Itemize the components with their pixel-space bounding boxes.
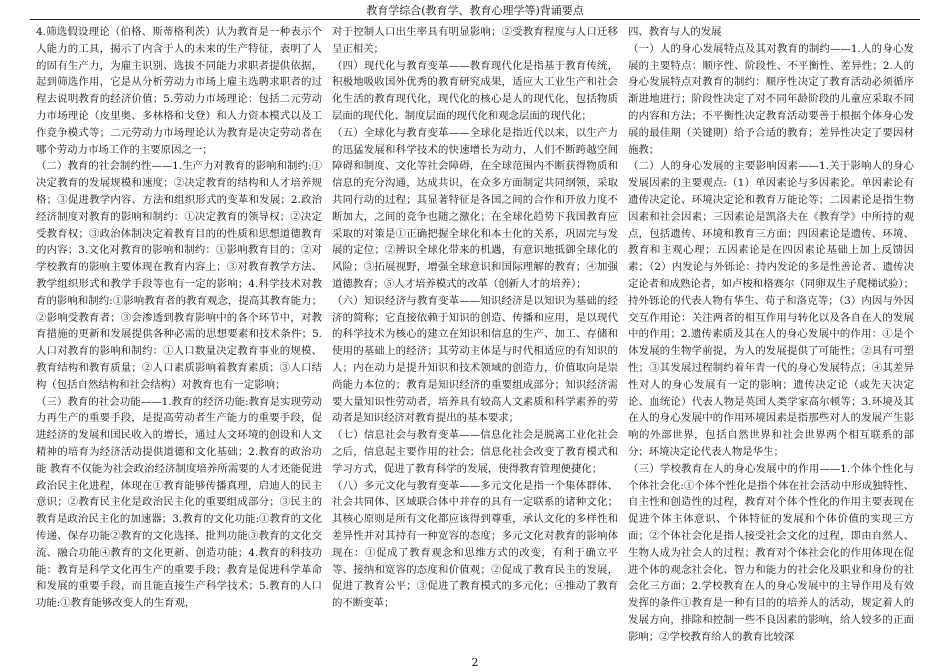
- paragraph: （三）教育的社会功能——1.教育的经济功能:教育是实现劳动力再生产的重要手段，是提高劳动者生产能力的重要手段，促进经济的发展和国民收入的增长，通过人文环境的创设和人文精神的培育为经济活动提供道德和文化基础；2.教育的政治功能 教育不仅能为社会政治经济制度培养所需要的人才还能促进政治民主化进程，体现在①教育能够传播真理，启迪人的民主意识；②教育民主化是政治民主化的重要组成部分；③民主的教育是政治民主化的加速器；3.教育的文化功能:①教育的文化传递、保存功能②教育的文化选择、批判功能③教育的文化交流、融合功能④教育的文化更新、创造功能；4.教育的科技功能：教育是科学文化再生产的重要手段；教育是促进科学革命和发展的重要手段，而且能直接生产科学技术；5.教育的人口功能:①教育能够改变人的生育观，: [36, 395, 322, 610]
- page-number: 2: [471, 656, 479, 669]
- paragraph: （一）人的身心发展特点及其对教育的制约——1.人的身心发展的主要特点：顺序性、阶段性、不平衡性、差异性；2.人的身心发展特点对教育的制约：顺序性决定了教育活动必须循序渐进地进行；阶段性决定了对不同年龄阶段的儿童应采取不同的内容和方法；不平衡性决定教育活动要善于根据个体身心发展的最佳期（关键期）给予合适的教育；差异性决定了要因材施教；: [628, 42, 914, 156]
- paragraph: （五）全球化与教育变革——全球化是指近代以来，以生产力的迅猛发展和科学技术的快速增长为动力，人们不断跨越空间障碍和制度、文化等社会障碍，在全球范围内不断获得物质和信息的充分沟通，达成共识，在众多方面制定共同纲领，采取共同行动的过程；其显著特征是各国之间的合作和开放力度不断加大，之间的竞争也随之激化；在全球化趋势下我国教育应采取的对策是①正确把握全球化和本土化的关系，巩固完与发展的定位；②辨识全球化带来的机遇，有意识地抵御全球化的风险；③拓展视野，增强全球意识和国际理解的教育；④加强道德教育；⑤人才培养模式的改革（创新人才的培养）；: [332, 126, 618, 290]
- paragraph: （八）多元文化与教育变革——多元文化是指一个集体群体、社会共同体、区域联合体中并存的具有一定联系的诸种文化；其核心原则是所有文化都应该得到尊重，承认文化的多样性和差异性并对其持有一种宽容的态度；多元文化对教育的影响体现在：①促成了教育观念和思维方式的改变，有利于确立平等、接纳和宽容的态度和价值观；②促成了教育民主的发展，促进了教育公平；③促进了教育模式的多元化；④推动了教育的不断变革；: [332, 479, 618, 610]
- paragraph: （二）人的身心发展的主要影响因素——1.关于影响人的身心发展因素的主要观点:（1）单因素论与多因素论。单因素论有遗传决定论、环境决定论和教育万能论等；二因素论是指生物因素和社会因素；三因素论是凯洛夫在《教育学》中所持的观点，包括遗传、环境和教育三方面；四因素论是遗传、环境、教育和主观心理；五因素论是在四因素论基础上加上反馈因素；（2）内发论与外铄论：持内发论的多是性善论者、遗传决定论者和成熟论者，如卢梭和格赛尔（同卵双生子爬梯试验）；持外铄论的代表人物有华生、荀子和洛克等；（3）内因与外因交互作用论：关注两者的相互作用与转化以及各自在人的发展中的作用；2.遗传素质及其在人的身心发展中的作用：①是个体发展的生物学前提，为人的发展提供了可能性；②具有可塑性；③其发展过程制约着年青一代的身心发展特点；④其差异性对人的身心发展有一定的影响；遗传决定论（或先天决定论、血统论）代表人物是英国人类学家高尔顿等；3.环境及其在人的身心发展中的作用环境因素是指那些对人的发展产生影响的外部世界，包括自然世界和社会世界两个相互联系的部分；环境决定论代表人物是华生；: [628, 160, 914, 458]
- paragraph: （七）信息社会与教育变革——信息化社会是脱离工业化社会之后，信息起主要作用的社会；信息化社会改变了教育模式和学习方式，促进了教育科学的发展，使得教育管理便捷化；: [332, 429, 618, 475]
- paragraph: （六）知识经济与教育变革——知识经济是以知识为基础的经济的简称；它直接依赖于知识的创造、传播和应用，是以现代的科学技术为核心的建立在知识和信息的生产、加工、存储和使用的基础上的经济；其劳动主体是与时代相适应的有知识的人；内在动力是提升知识和技术领域的创造力，价值取向是崇尚能力本位的；教育是知识经济的重要组成部分；知识经济需要大量知识性劳动者，培养具有较高人文素质和科学素养的劳动者是知识经济对教育提出的基本要求；: [332, 294, 618, 425]
- paragraph: （四）现代化与教育变革——教育现代化是指基于教育传统，积极地吸收国外优秀的教育研究成果，适应大工业生产和社会化生活的教育现代化，现代化的核心是人的现代化，包括物质层面的现代化、制度层面的现代化和观念层面的现代化；: [332, 59, 618, 122]
- column-right: [628, 24, 914, 650]
- column-middle: [332, 24, 618, 650]
- paragraph: （二）教育的社会制约性——1.生产力对教育的影响和制约:①决定教育的发展规模和速度；②决定教育的结构和人才培养规格；③促进教学内容、方法和组织形式的变革和发展；2.政治经济制度对教育的影响和制约：①决定教育的领导权；②决定受教育权；③政治体制决定着教育目的的性质和思想道德教育的内容；3.文化对教育的影响和制约：①影响教育目的；②对学校教育的影响主要体现在教育内容上；③对教育教学方法、教学组织形式和教学手段等也有一定的影响；4.科学技术对教育的影响和制约:①影响教育者的教育观念，提高其教育能力；②影响受教育者；③会渗透到教育影响中的各个环节中，对教育措施的更新和发展提供各种必需的思想要素和技术条件；5.人口对教育的影响和制约：①人口数量决定教育事业的规模、教育结构和教育质量；②人口素质影响着教育素质；③人口结构（包括自然结构和社会结构）对教育也有一定影响；: [36, 160, 322, 391]
- paragraph: 对于控制人口出生率具有明显影响；②受教育程度与人口迁移呈正相关；: [332, 26, 618, 55]
- section-heading: 四、教育与人的发展: [628, 26, 722, 38]
- paragraph: （三）学校教育在人的身心发展中的作用——1.个体个性化与个体社会化:①个体个性化是指个体在社会活动中形成独特性、自主性和创造性的过程，教育对个体个性化的作用主要表现在促进个体主体意识、个体特征的发展和个体价值的实现三方面；②个体社会化是指人接受社会文化的过程，即由自然人、生物人成为社会人的过程；教育对个体社会化的作用体现在促进个体的观念社会化、智力和能力的社会化及职业和身份的社会化三方面；2.学校教育在人的身心发展中的主导作用及有效发挥的条件①教育是一种有目的的培养人的活动，规定着人的发展方向，排除和控制一些不良因素的影响，给人较多的正面影响；②学校教育给人的教育比较深: [628, 462, 914, 643]
- header-rule: [30, 19, 920, 20]
- column-left: [36, 24, 322, 650]
- paragraph: 4.筛选假设理论（伯格、斯蒂格利茨）认为教育是一种表示个人能力的工具，揭示了内含于人的未来的生产特征，表明了人的固有生产力，为雇主识别、选拔不同能力求职者提供依据，起到筛选作用，它是从分析劳动力市场上雇主选聘求职者的过程去说明教育的经济价值；5.劳动力市场理论：包括二元劳动力市场理论（皮里奥、多林格和戈登）和人力资本模式以及工作竞争模式等；二元劳动力市场理论认为教育是决定劳动者在哪个劳动力市场工作的主要原因之一；: [36, 26, 322, 156]
- running-header: 教育学综合(教育学、教育心理学等)背诵要点: [366, 4, 584, 17]
